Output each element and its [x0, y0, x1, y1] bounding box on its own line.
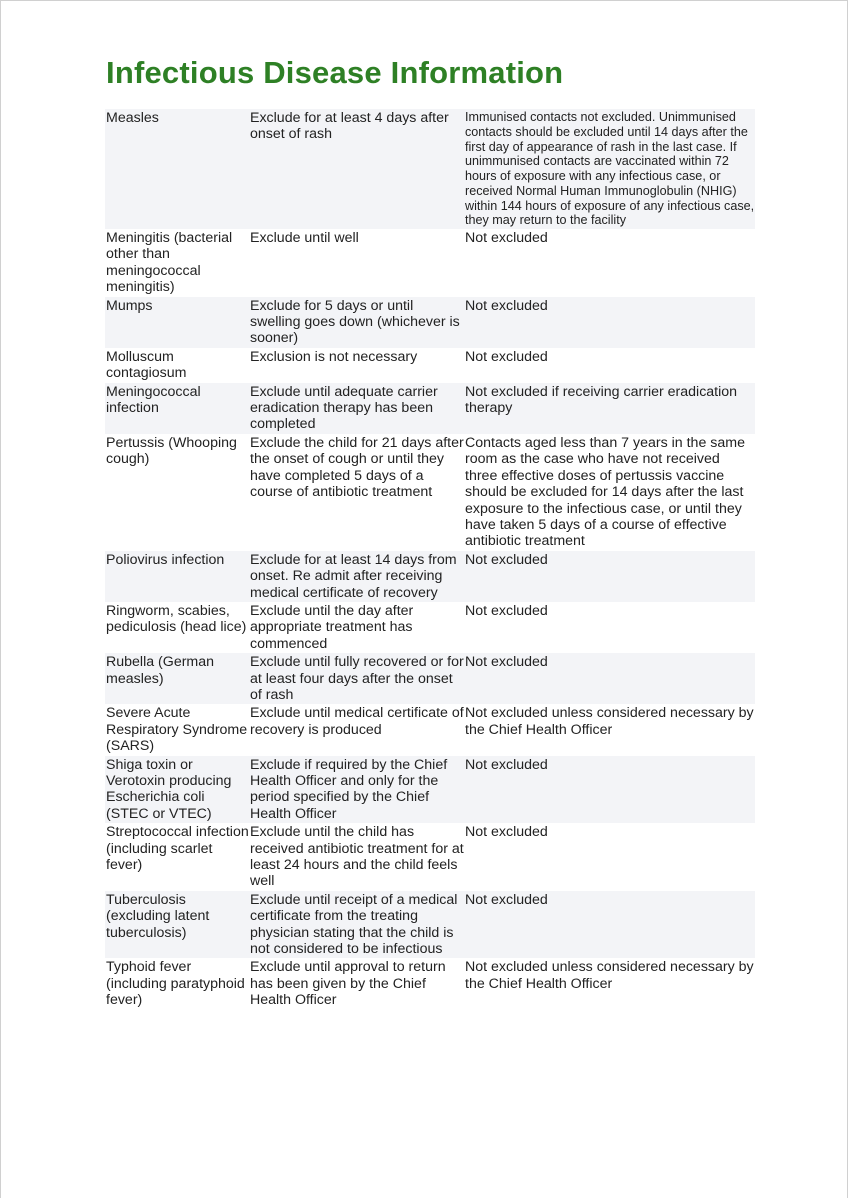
exclusion-cell: Exclude until the child has received antibiotic treatment for at least 24 hours and the child feels well	[250, 824, 464, 890]
disease-cell: Molluscum contagiosum	[106, 348, 187, 382]
table-row	[105, 958, 755, 1009]
exclusion-cell: Exclude until receipt of a medical certificate from the treating physician stating that the child is not considered to be infectious	[250, 891, 458, 958]
contacts-cell: Not excluded	[465, 654, 548, 671]
contacts-cell: Not excluded	[465, 891, 548, 908]
disease-cell: Mumps	[106, 297, 153, 314]
disease-cell: Typhoid fever (including paratyphoid fever)	[106, 959, 245, 1009]
exclusion-cell: Exclusion is not necessary	[250, 348, 418, 365]
disease-cell: Ringworm, scabies, pediculosis (head lice)	[106, 602, 247, 636]
disease-cell: Rubella (German measles)	[106, 654, 215, 687]
disease-cell: Tuberculosis (excluding latent tuberculosis)	[106, 891, 210, 941]
table-row	[105, 551, 755, 602]
table-row	[105, 891, 755, 959]
exclusion-cell: Exclude until well	[250, 230, 359, 246]
table-row	[105, 704, 755, 755]
contacts-cell: Not excluded	[465, 756, 548, 773]
disease-cell: Shiga toxin or Verotoxin producing Escherichia coli (STEC or VTEC)	[106, 756, 232, 822]
disease-table	[105, 109, 755, 1010]
contacts-cell: Contacts aged less than 7 years in the same room as the case who have not received three effective doses of pertussis vaccine should be excluded for 14 days after the last exposure to the infectious case, or until they have taken 5 days of a course of effective antibiotic treatment	[465, 434, 745, 550]
contacts-cell: Immunised contacts not excluded. Unimmunised contacts should be excluded until 14 days after the first day of appearance of rash in the last case. If unimmunised contacts are vaccinated within 72 hours of exposure with any infectious case, or received Normal Human Immunoglobulin (NHIG) within 144 hours of exposure of any infectious case, they may return to the facility	[465, 110, 755, 228]
exclusion-cell: Exclude until medical certificate of recovery is produced	[250, 705, 464, 738]
contacts-cell: Not excluded if receiving carrier eradication therapy	[465, 383, 738, 417]
contacts-cell: Not excluded unless considered necessary by the Chief Health Officer	[465, 705, 754, 738]
table-row	[105, 297, 755, 348]
disease-cell: Poliovirus infection	[106, 551, 225, 568]
table-row	[105, 602, 755, 653]
contacts-cell: Not excluded	[465, 824, 548, 841]
exclusion-cell: Exclude if required by the Chief Health Officer and only for the period specified by the Chief Health Officer	[250, 756, 448, 822]
table-row	[105, 348, 755, 383]
exclusion-cell: Exclude the child for 21 days after the onset of cough or until they have completed 5 days of a course of antibiotic treatment	[250, 434, 464, 501]
disease-cell: Meningitis (bacterial other than meningococcal meningitis)	[106, 230, 233, 296]
table-row	[105, 109, 755, 229]
contacts-cell: Not excluded	[465, 348, 548, 365]
disease-cell: Measles	[106, 110, 159, 126]
exclusion-cell: Exclude for 5 days or until swelling goes down (whichever is sooner)	[250, 297, 460, 347]
contacts-cell: Not excluded	[465, 297, 548, 314]
disease-cell: Pertussis (Whooping cough)	[106, 434, 237, 468]
contacts-cell: Not excluded	[465, 551, 548, 568]
table-row	[105, 383, 755, 434]
disease-cell: Streptococcal infection (including scarlet fever)	[106, 824, 249, 874]
exclusion-cell: Exclude until fully recovered or for at least four days after the onset of rash	[250, 654, 464, 703]
table-row	[105, 229, 755, 297]
exclusion-cell: Exclude until adequate carrier eradication therapy has been completed	[250, 383, 438, 433]
disease-cell: Meningococcal infection	[106, 383, 201, 417]
contacts-cell: Not excluded	[465, 602, 548, 619]
exclusion-cell: Exclude until approval to return has been given by the Chief Health Officer	[250, 959, 446, 1009]
table-row	[105, 653, 755, 704]
page-title: Infectious Disease Information	[106, 55, 564, 90]
table-row	[105, 434, 755, 551]
disease-cell: Severe Acute Respiratory Syndrome (SARS)	[106, 705, 248, 755]
exclusion-cell: Exclude for at least 4 days after onset of rash	[250, 110, 449, 143]
table-row	[105, 823, 755, 891]
exclusion-cell: Exclude until the day after appropriate treatment has commenced	[250, 602, 414, 652]
contacts-cell: Not excluded	[465, 230, 548, 246]
contacts-cell: Not excluded unless considered necessary by the Chief Health Officer	[465, 959, 754, 992]
exclusion-cell: Exclude for at least 14 days from onset. Re admit after receiving medical certificate of recovery	[250, 551, 457, 601]
table-row	[105, 756, 755, 824]
